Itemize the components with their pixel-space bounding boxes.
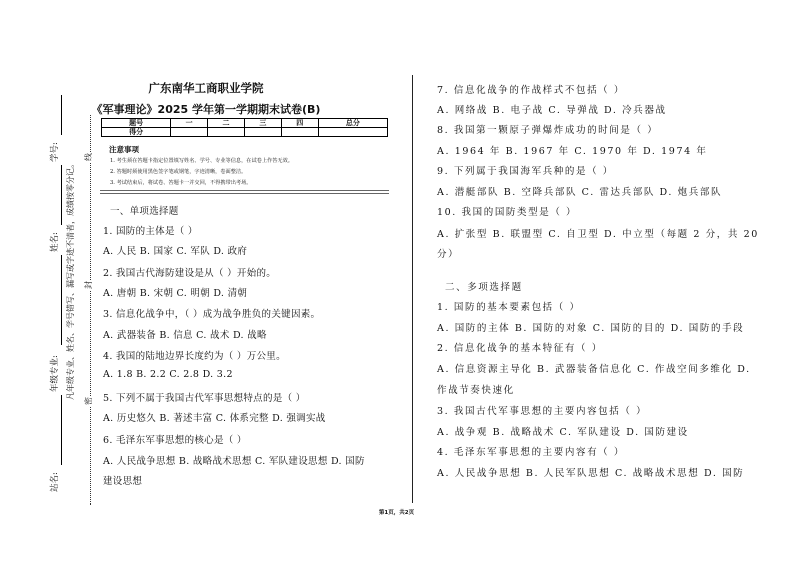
- question-line: 1. 国防的主体是（ ）: [103, 226, 198, 237]
- seal-char: 密: [84, 397, 93, 405]
- question-line: 8. 我国第一颗原子弹爆炸成功的时间是（ ）: [437, 125, 659, 136]
- question-line: 10. 我国的国防类型是（ ）: [437, 207, 578, 218]
- table-header: 总分: [318, 119, 387, 128]
- question-line: 7. 信息化战争的作战样式不包括（ ）: [437, 85, 626, 96]
- table-header: 四: [281, 119, 318, 128]
- score-cell: [244, 128, 281, 137]
- question-line: A. 扩张型 B. 联盟型 C. 自卫型 D. 中立型（每题 2 分，共 20: [437, 229, 759, 240]
- table-header: 三: [244, 119, 281, 128]
- score-label: 得分: [102, 128, 171, 137]
- notes-title: 注意事项: [109, 145, 139, 154]
- question-line: A. 国防的主体 B. 国防的对象 C. 国防的目的 D. 国防的手段: [437, 323, 745, 334]
- question-line: 3. 我国古代军事思想的主要内容包括（ ）: [437, 406, 648, 417]
- table-header: 题号: [102, 119, 171, 128]
- class-line: [61, 395, 62, 465]
- seal-char: 封: [84, 281, 93, 289]
- seal-char: 线: [84, 153, 93, 161]
- table-header: 二: [208, 119, 245, 128]
- score-cell: [318, 128, 387, 137]
- question-line: 3. 信息化战争中，（ ）成为战争胜负的关键因素。: [103, 309, 321, 320]
- school-name: 广东南华工商职业学院: [148, 81, 264, 95]
- note-item: 2. 答题时须使用黑色签字笔或钢笔，字迹清晰，卷面整洁。: [110, 169, 247, 175]
- double-rule: [100, 190, 389, 194]
- question-line: A. 信息资源主导化 B. 武器装备信息化 C. 作战空间多维化 D.: [437, 364, 751, 375]
- question-line: 建设思想: [103, 476, 143, 487]
- class-label: 站名:: [50, 472, 60, 492]
- question-line: A. 历史悠久 B. 著述丰富 C. 体系完整 D. 强调实战: [103, 413, 326, 424]
- name-label: 姓名:: [50, 232, 60, 252]
- question-line: 5. 下列不属于我国古代军事思想特点的是（ ）: [103, 393, 306, 404]
- question-line: A. 战争观 B. 战略战术 C. 军队建设 D. 国防建设: [437, 427, 689, 438]
- question-line: A. 1964 年 B. 1967 年 C. 1970 年 D. 1974 年: [437, 146, 708, 157]
- section-heading: 一、单项选择题: [110, 206, 179, 217]
- question-line: 4. 毛泽东军事思想的主要内容有（ ）: [437, 447, 626, 458]
- grade-major-label: 年级专业:: [50, 355, 60, 392]
- question-line: A. 人民战争思想 B. 战略战术思想 C. 军队建设思想 D. 国防: [103, 456, 365, 467]
- table-header: 一: [171, 119, 208, 128]
- binding-margin: [30, 90, 100, 510]
- name-line: [61, 165, 62, 225]
- question-line: A. 人民 B. 国家 C. 军队 D. 政府: [103, 246, 248, 257]
- page-number: 第1页，共2页: [378, 510, 415, 516]
- question-line: A. 人民战争思想 B. 人民军队思想 C. 战略战术思想 D. 国防: [437, 468, 745, 479]
- score-table: [101, 118, 388, 137]
- seal-line: [90, 115, 91, 505]
- question-line: 6. 毛泽东军事思想的核心是（ ）: [103, 435, 247, 446]
- question-line: 2. 信息化战争的基本特征有（ ）: [437, 343, 603, 354]
- question-line: 分）: [437, 249, 460, 260]
- question-line: A. 1.8 B. 2.2 C. 2.8 D. 3.2: [103, 369, 233, 380]
- question-line: A. 潜艇部队 B. 空降兵部队 C. 雷达兵部队 D. 炮兵部队: [437, 187, 723, 198]
- section-heading: 二、多项选择题: [445, 282, 523, 293]
- grade-major-line: [61, 255, 62, 345]
- question-line: 9. 下列属于我国海军兵种的是（ ）: [437, 166, 614, 177]
- note-item: 1. 考生须在答题卡指定位置填写姓名、学号、专业等信息，在试卷上作答无效。: [110, 158, 293, 164]
- note-item: 3. 考试结束后，将试卷、答题卡一并交回，不得携带出考场。: [110, 180, 252, 186]
- question-line: A. 唐朝 B. 宋朝 C. 明朝 D. 清朝: [103, 288, 248, 299]
- question-line: 1. 国防的基本要素包括（ ）: [437, 302, 581, 313]
- exam-title: 《军事理论》2025 学年第一学期期末试卷(B): [91, 103, 321, 116]
- score-cell: [281, 128, 318, 137]
- question-line: A. 武器装备 B. 信息 C. 战术 D. 战略: [103, 330, 267, 341]
- student-id-label: 学号:: [50, 142, 60, 162]
- question-line: 作战节奏快速化: [437, 385, 515, 396]
- score-cell: [208, 128, 245, 137]
- question-line: A. 网络战 B. 电子战 C. 导弹战 D. 冷兵器战: [437, 105, 667, 116]
- binding-warning: 凡年级专业、姓名、学号错写、漏写或字迹不清者，成绩按零分记。: [66, 160, 75, 400]
- question-line: 4. 我国的陆地边界长度约为（ ）万公里。: [103, 351, 286, 362]
- column-divider: [412, 75, 413, 503]
- score-cell: [171, 128, 208, 137]
- question-line: 2. 我国古代海防建设是从（ ）开始的。: [103, 268, 277, 279]
